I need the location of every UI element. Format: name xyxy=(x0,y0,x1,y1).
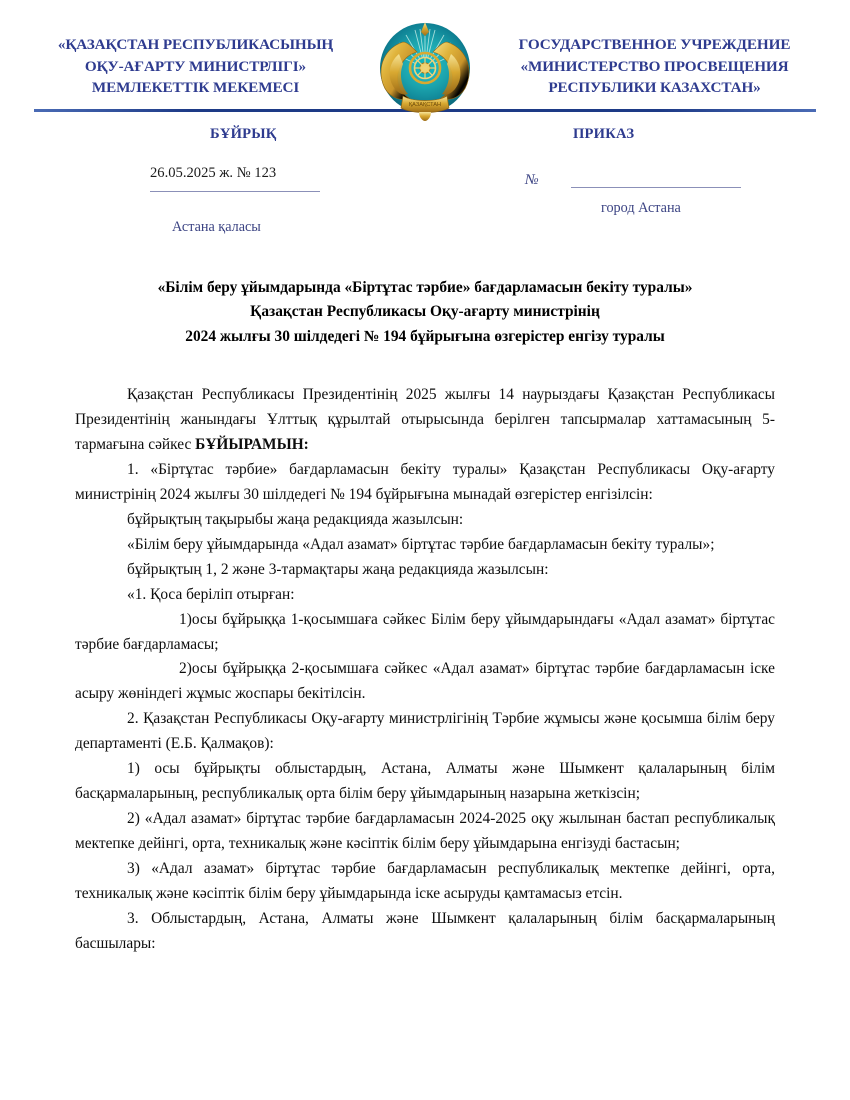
letterhead-russian-line-1: ГОСУДАРСТВЕННОЕ УЧРЕЖДЕНИЕ xyxy=(518,36,791,53)
body-paragraph-3: 3. Облыстардың, Астана, Алматы және Шымкент қалаларының білім басқармаларының басшылары: xyxy=(75,910,775,952)
list-text-2: осы бұйрыққа 2-қосымшаға сәйкес «Адал азамат» біртұтас тәрбие бағдарламасын іске асыру жөніндегі жұмыс жоспары бекітілсін. xyxy=(75,660,775,703)
number-symbol: № xyxy=(525,172,539,188)
kazakhstan-state-emblem xyxy=(369,14,481,126)
order-date-block xyxy=(150,165,437,207)
list-text-1: осы бұйрыққа 1-қосымшаға сәйкес Білім беру ұйымдарындағы «Адал азамат» біртұтас тәрбие бағдарламасы; xyxy=(75,610,775,653)
letterhead xyxy=(0,0,850,108)
body-list-item-2-2: 2) «Адал азамат» біртұтас тәрбие бағдарламасын 2024-2025 оқу жылынан бастап республикалық мектепке дейінгі, орта, техникалық және кәсіптік білім беру ұйымдарына енгізуді бастасын; xyxy=(75,810,775,853)
order-heading-kazakh: БҰЙРЫҚ xyxy=(210,126,277,142)
order-bar-right xyxy=(437,126,812,236)
emblem-caption: ҚАЗАҚСТАН xyxy=(408,102,442,108)
order-date-rule xyxy=(150,191,320,192)
body-paragraph-clause-1: «1. Қоса беріліп отырған: xyxy=(127,585,295,603)
list-marker-2: 2) xyxy=(179,660,192,678)
body-list-item-2-3: 3) «Адал азамат» біртұтас тәрбие бағдарламасын республикалық мектепке дейінгі, орта, техникалық және кәсіптік білім беру ұйымдарында іске асыруды қамтамасыз етсін. xyxy=(75,860,775,903)
document-title-line-2: Қазақстан Республикасы Оқу-ағарту министрінің xyxy=(250,303,600,321)
order-bar xyxy=(0,126,850,236)
letterhead-kazakh-line-3: МЕМЛЕКЕТТІК МЕКЕМЕСІ xyxy=(91,79,300,97)
letterhead-russian-line-3: РЕСПУБЛИКИ КАЗАХСТАН» xyxy=(548,79,761,97)
body-paragraph-clause-edit: бұйрықтың 1, 2 және 3-тармақтары жаңа редакцияда жазылсын: xyxy=(127,560,549,578)
letterhead-russian-line-2: «МИНИСТЕРСТВО ПРОСВЕЩЕНИЯ xyxy=(520,57,789,75)
order-heading-russian: ПРИКАЗ xyxy=(573,126,635,142)
body-paragraph-preamble xyxy=(75,383,775,458)
letterhead-kazakh-line-2: ОҚУ-АҒАРТУ МИНИСТРЛІГІ» xyxy=(84,57,307,75)
order-city-kazakh: Астана қаласы xyxy=(172,219,261,235)
body-list-item-1-2 xyxy=(75,657,775,707)
document-body xyxy=(75,383,775,957)
document-title-line-1: «Білім беру ұйымдарында «Біртұтас тәрбие» бағдарламасын бекіту туралы» xyxy=(157,279,693,296)
preamble-text: Қазақстан Республикасы Президентінің 2025 жылғы 14 наурыздағы Қазақстан Республикасы Президентінің жанындағы Ұлттық құрылтай отырысында берілген тапсырмалар хаттамасының 5-тармағына сәйкес xyxy=(75,385,775,453)
order-bar-left xyxy=(38,126,437,236)
document-title xyxy=(75,276,775,349)
body-list-item-2-1: 1) осы бұйрықты облыстардың, Астана, Алматы және Шымкент қалаларының білім басқармаларының, республикалық орта білім беру ұйымдарының назарына жеткізсін; xyxy=(75,760,775,803)
body-paragraph-new-title: «Білім беру ұйымдарында «Адал азамат» біртұтас тәрбие бағдарламасын бекіту туралы»; xyxy=(127,535,715,553)
order-verb: БҰЙЫРАМЫН: xyxy=(195,435,309,453)
order-number-block xyxy=(525,173,812,188)
list-marker-1: 1) xyxy=(179,610,192,628)
body-paragraph-title-edit: бұйрықтың тақырыбы жаңа редакцияда жазылсын: xyxy=(127,510,464,528)
body-list-item-1-1 xyxy=(75,608,775,658)
letterhead-kazakh-line-1: «ҚАЗАҚСТАН РЕСПУБЛИКАСЫНЫҢ xyxy=(57,36,334,53)
order-number-rule xyxy=(571,187,741,188)
body-paragraph-2: 2. Қазақстан Республикасы Оқу-ағарту министрлігінің Тәрбие жұмысы және қосымша білім беру департаменті (Е.Б. Қалмақов): xyxy=(75,710,775,753)
state-emblem-icon xyxy=(369,14,481,126)
letterhead-russian-text xyxy=(481,18,824,99)
letterhead-kazakh-text xyxy=(26,18,369,99)
order-date-number: 26.05.2025 ж. № 123 xyxy=(150,165,277,181)
body-paragraph-1: 1. «Біртұтас тәрбие» бағдарламасын бекіту туралы» Қазақстан Республикасы Оқу-ағарту министрінің 2024 жылғы 30 шілдедегі № 194 бұйрығына мынадай өзгерістер енгізілсін: xyxy=(75,460,775,503)
order-city-russian: город Астана xyxy=(601,199,681,216)
document-title-line-3: 2024 жылғы 30 шілдедегі № 194 бұйрығына өзгерістер енгізу туралы xyxy=(185,327,665,345)
